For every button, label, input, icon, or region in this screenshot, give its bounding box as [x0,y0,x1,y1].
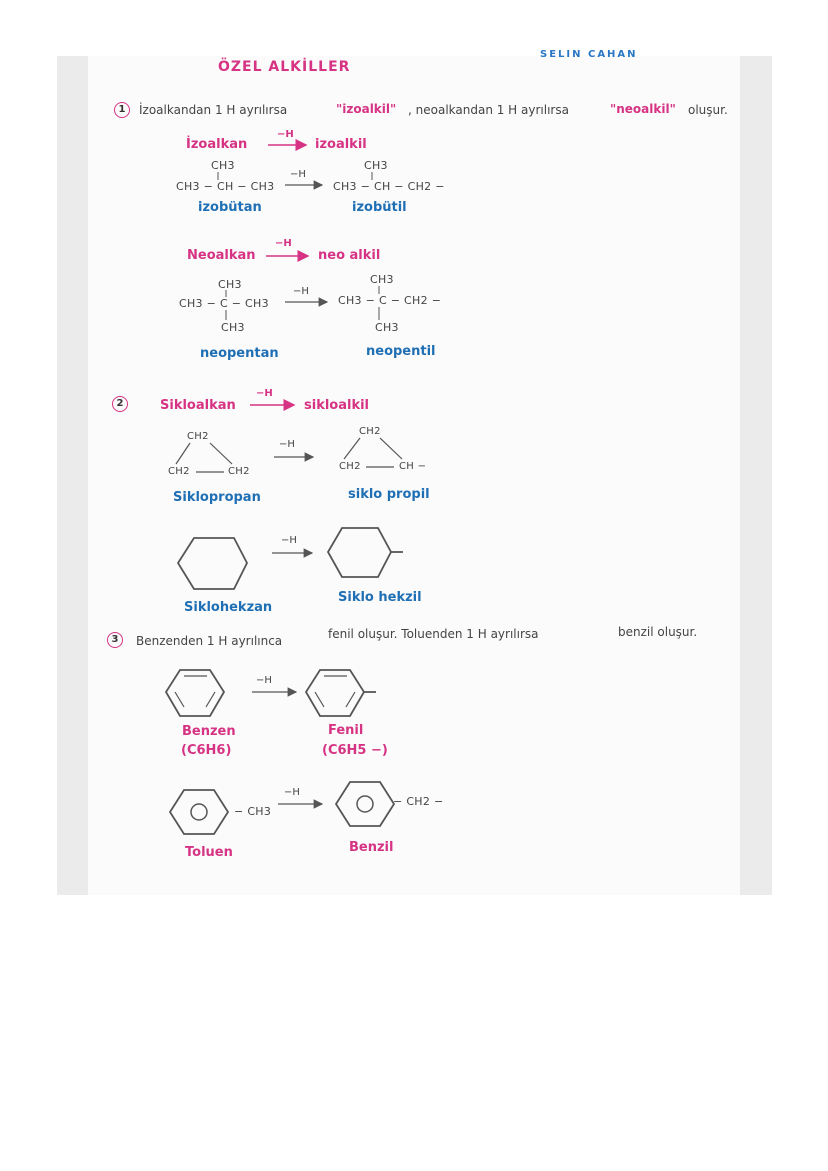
neopentil-main-chain: CH3 − C − CH2 − [338,294,442,307]
neopentan-name: neopentan [200,346,279,361]
toluen-name: Toluen [185,845,233,860]
rule-neoalkil: neo alkil [318,248,381,263]
benzil-name: Benzil [349,840,394,855]
siklopropan-name: Siklopropan [173,490,261,505]
fenil-name: Fenil [328,723,364,738]
neopentil-top: CH3 [370,273,394,286]
rule-sikloalkan: Sikloalkan [160,398,236,413]
izobutil-branch: CH3 [364,159,388,172]
izo-arrow-label: −H [290,169,306,180]
s1-intro-c: oluşur. [688,103,728,117]
izobutan-name: izobütan [198,200,262,215]
rule-sikloalkil: sikloalkil [304,398,370,413]
toluen-substituent: − CH3 [234,805,272,818]
izobutil-name: izobütil [352,200,407,215]
s1-neoalkil-quote: "neoalkil" [610,102,676,116]
s3-intro-a: Benzenden 1 H ayrılınca [136,634,283,648]
siklohekzan-name: Siklohekzan [184,600,273,615]
siklohekzil-name: Siklo hekzil [338,590,422,605]
s1-intro-a: İzoalkandan 1 H ayrılırsa [139,103,288,117]
siklopropan-right: CH2 [228,466,250,477]
s3-intro-c: benzil oluşur. [618,625,698,639]
section-2-number: 2 [112,396,128,412]
izobutan-main-chain: CH3 − CH − CH3 [176,180,275,193]
neopentil-bottom: CH3 [375,321,399,334]
siklopropan-left: CH2 [168,466,190,477]
section-1-number: 1 [114,102,130,118]
siklopropil-right: CH − [399,461,427,472]
siklopropil-left: CH2 [339,461,361,472]
benzil-substituent: − CH2 − [393,795,444,808]
propan-arrow-label: −H [279,439,295,450]
neopentan-top: CH3 [218,278,242,291]
rule-siklo-arrow-label: −H [256,388,273,399]
benzen-name: Benzen [182,724,236,739]
benzen-arrow-label: −H [256,675,272,686]
toluen-arrow-label: −H [284,787,300,798]
siklopropil-name: siklo propil [348,487,430,502]
neo-arrow-label: −H [293,286,309,297]
izobutan-branch: CH3 [211,159,235,172]
fenil-formula: (C6H5 −) [322,743,388,758]
rule-izoalkil: izoalkil [315,137,367,152]
rule-izo-arrow-label: −H [277,129,294,140]
benzen-formula: (C6H6) [181,743,232,758]
s1-intro-b: , neoalkandan 1 H ayrılırsa [408,103,569,117]
izobutil-main-chain: CH3 − CH − CH2 − [333,180,445,193]
author-name: SELIN CAHAN [540,49,638,60]
neopentan-bottom: CH3 [221,321,245,334]
s1-izoalkil-quote: "izoalkil" [336,102,397,116]
rule-neo-arrow-label: −H [275,238,292,249]
hekzan-arrow-label: −H [281,535,297,546]
s3-intro-b: fenil oluşur. Toluenden 1 H ayrılırsa [328,627,539,641]
neopentil-name: neopentil [366,344,436,359]
section-3-number: 3 [107,632,123,648]
siklopropan-top: CH2 [187,431,209,442]
rule-neoalkan: Neoalkan [187,248,256,263]
page-title: ÖZEL ALKİLLER [218,59,351,75]
siklopropil-top: CH2 [359,426,381,437]
rule-izoalkan: İzoalkan [186,137,248,152]
neopentan-main-chain: CH3 − C − CH3 [179,297,269,310]
